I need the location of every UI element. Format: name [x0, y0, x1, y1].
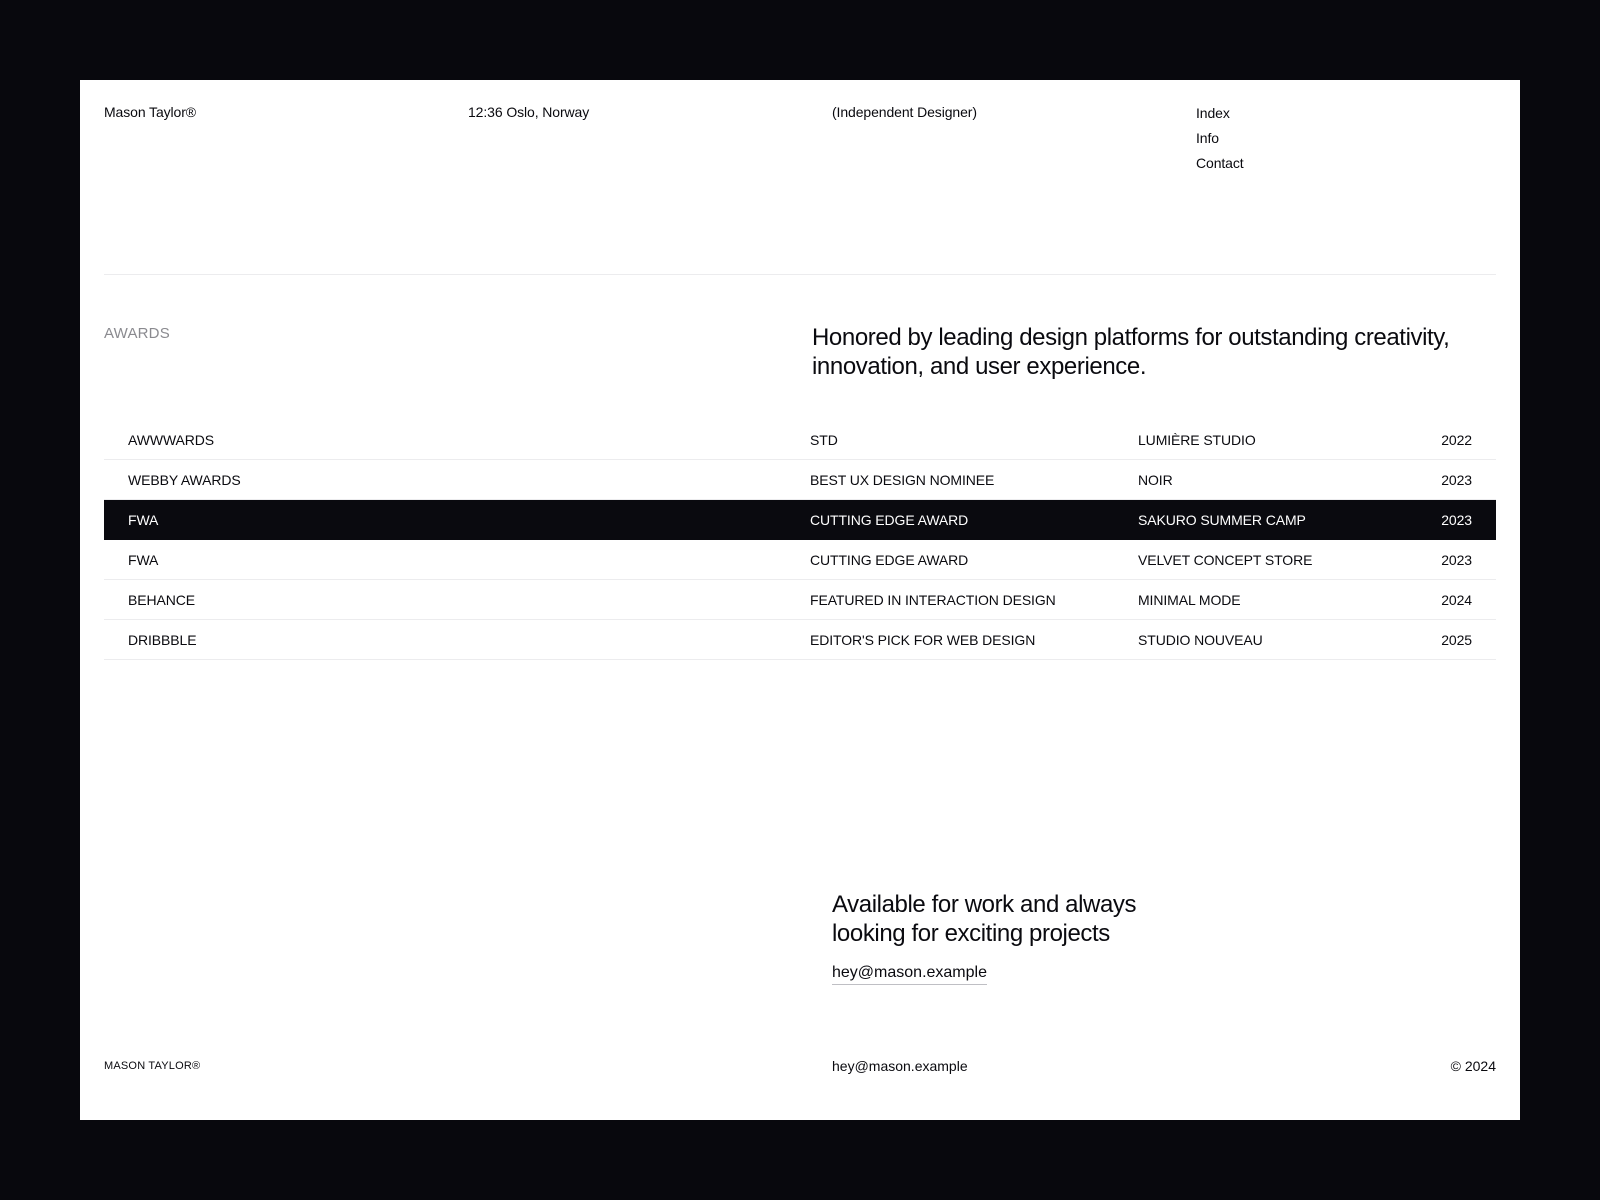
contact-email-link[interactable]: hey@mason.example [832, 964, 987, 985]
award-project: VELVET CONCEPT STORE [1138, 552, 1313, 568]
award-year: 2022 [1441, 432, 1472, 448]
award-platform: FWA [128, 552, 159, 568]
footer-email-link[interactable]: hey@mason.example [832, 1058, 968, 1074]
award-project: NOIR [1138, 472, 1173, 488]
award-title: STD [810, 432, 838, 448]
award-project: MINIMAL MODE [1138, 592, 1241, 608]
award-platform: FWA [128, 512, 159, 528]
award-row[interactable] [104, 420, 1496, 460]
nav-index-link[interactable]: Index [1196, 105, 1230, 121]
contact-heading [832, 890, 1252, 948]
award-platform: BEHANCE [128, 592, 195, 608]
nav-info-link[interactable]: Info [1196, 130, 1219, 146]
time-location: 12:36 Oslo, Norway [468, 104, 590, 120]
contact-heading-line1: Available for work and always [832, 891, 1137, 918]
award-platform: AWWWARDS [128, 432, 215, 448]
footer-brand: MASON TAYLOR® [104, 1060, 201, 1072]
award-title: BEST UX DESIGN NOMINEE [810, 472, 995, 488]
award-title: CUTTING EDGE AWARD [810, 552, 969, 568]
award-year: 2023 [1441, 472, 1472, 488]
award-title: FEATURED IN INTERACTION DESIGN [810, 592, 1056, 608]
award-project: LUMIÈRE STUDIO [1138, 432, 1256, 448]
awards-table [104, 420, 1496, 660]
award-year: 2023 [1441, 512, 1472, 528]
award-row[interactable] [104, 460, 1496, 500]
contact-heading-line2: looking for exciting projects [832, 920, 1110, 947]
section-label-awards: AWARDS [104, 325, 170, 342]
site-footer [104, 1058, 1496, 1082]
award-project: SAKURO SUMMER CAMP [1138, 512, 1306, 528]
award-project: STUDIO NOUVEAU [1138, 632, 1263, 648]
award-year: 2023 [1441, 552, 1472, 568]
award-year: 2025 [1441, 632, 1472, 648]
award-platform: DRIBBBLE [128, 632, 197, 648]
award-title: CUTTING EDGE AWARD [810, 512, 969, 528]
header-divider [104, 274, 1496, 275]
award-year: 2024 [1441, 592, 1472, 608]
nav-contact-link[interactable]: Contact [1196, 155, 1244, 171]
award-row[interactable] [104, 580, 1496, 620]
awards-intro: Honored by leading design platforms for outstanding creativity, innovation, and user experience. [812, 324, 1450, 380]
award-row-highlighted[interactable] [104, 500, 1496, 540]
footer-copyright: © 2024 [1450, 1058, 1496, 1074]
award-platform: WEBBY AWARDS [128, 472, 241, 488]
page-frame [80, 80, 1520, 1120]
site-header [104, 104, 1496, 184]
designer-role: (Independent Designer) [832, 104, 977, 120]
contact-cta [832, 890, 1252, 985]
main-nav [1196, 104, 1244, 172]
award-row[interactable] [104, 620, 1496, 660]
brand-name[interactable]: Mason Taylor® [104, 104, 197, 120]
award-title: EDITOR'S PICK FOR WEB DESIGN [810, 632, 1036, 648]
award-row[interactable] [104, 540, 1496, 580]
